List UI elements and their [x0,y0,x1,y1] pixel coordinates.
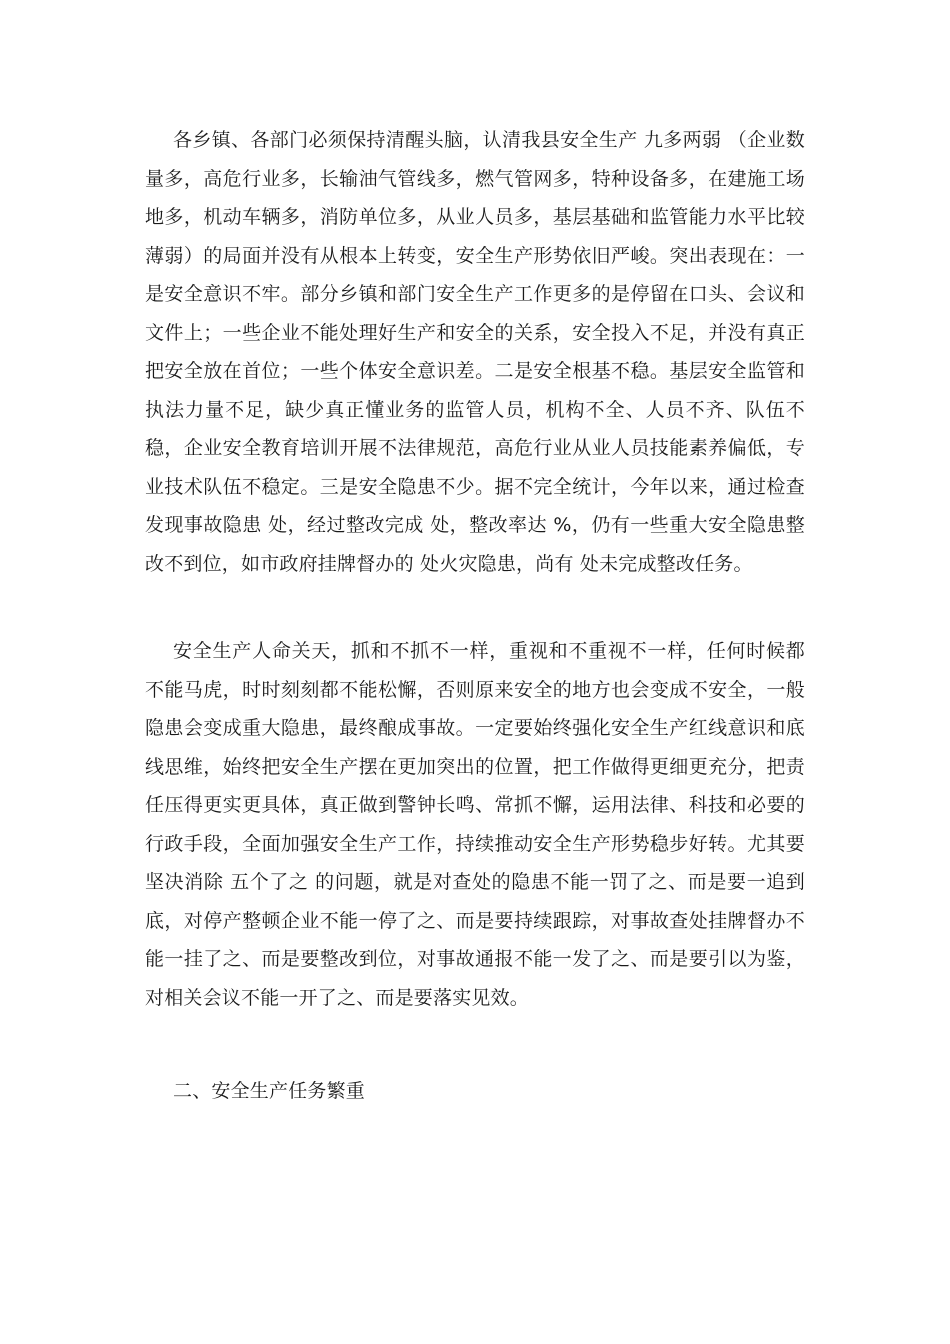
body-paragraph-safety-situation: 各乡镇、各部门必须保持清醒头脑，认清我县安全生产 九多两弱 （企业数量多，高危行业多，长输油气管线多，燃气管网多，特种设备多，在建施工场地多，机动车辆多，消防单位多，从业人员多，基层基础和监管能力水平比较薄弱）的局面并没有从根本上转变，安全生产形势依旧严峻。突出表现在：一是安全意识不牢。部分乡镇和部门安全生产工作更多的是停留在口头、会议和文件上；一些企业不能处理好生产和安全的关系，安全投入不足，并没有真正把安全放在首位；一些个体安全意识差。二是安全根基不稳。基层安全监管和执法力量不足，缺少真正懂业务的监管人员，机构不全、人员不齐、队伍不稳，企业安全教育培训开展不法律规范，高危行业从业人员技能素养偏低，专业技术队伍不稳定。三是安全隐患不少。据不完全统计，今年以来，通过检查发现事故隐患 处，经过整改完成 处，整改率达 %，仍有一些重大安全隐患整改不到位，如市政府挂牌督办的 处火灾隐患，尚有 处未完成整改任务。 [145,129,805,575]
body-paragraph-safety-importance: 安全生产人命关天，抓和不抓不一样，重视和不重视不一样，任何时候都不能马虎，时时刻刻都不能松懈，否则原来安全的地方也会变成不安全，一般隐患会变成重大隐患，最终酿成事故。一定要始终强化安全生产红线意识和底线思维，始终把安全生产摆在更加突出的位置，把工作做得更细更充分，把责任压得更实更具体，真正做到警钟长鸣、常抓不懈，运用法律、科技和必要的行政手段，全面加强安全生产工作，持续推动安全生产形势稳步好转。尤其要坚决消除 五个了之 的问题，就是对查处的隐患不能一罚了之、而是要一追到底，对停产整顿企业不能一停了之、而是要持续跟踪，对事故查处挂牌督办不能一挂了之、而是要整改到位，对事故通报不能一发了之、而是要引以为鉴，对相关会议不能一开了之、而是要落实见效。 [145,640,805,1009]
section-heading: 二、安全生产任务繁重 [173,1080,366,1102]
